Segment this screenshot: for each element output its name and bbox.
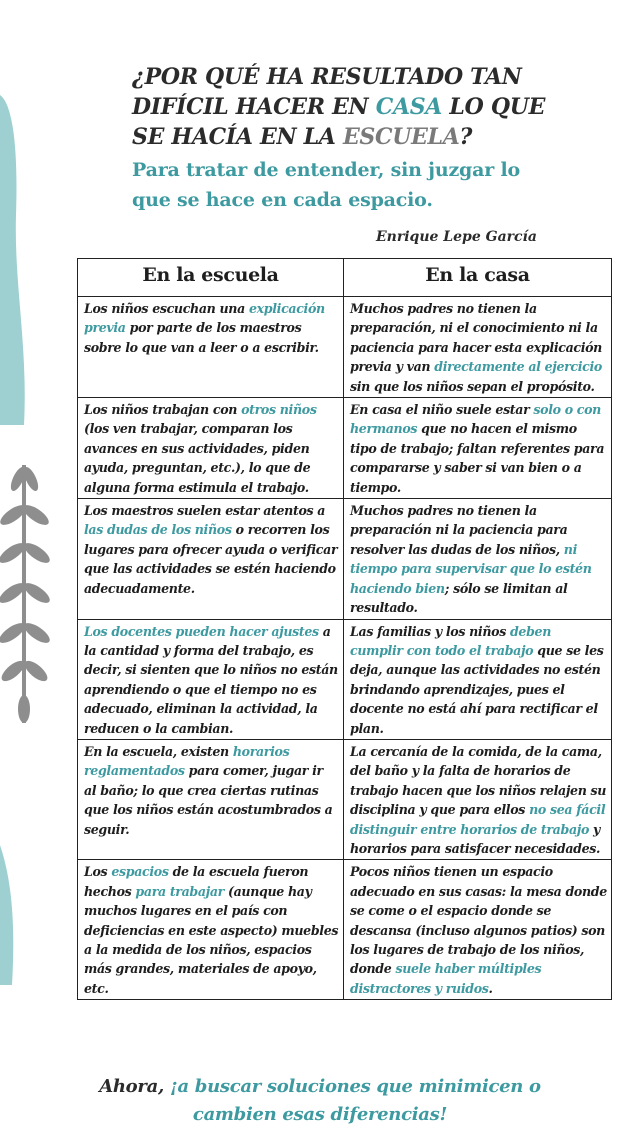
table-row — [78, 860, 612, 1000]
closing-line-1: ¡a buscar soluciones que minimicen o — [169, 1076, 541, 1097]
comparison-table — [77, 258, 612, 1000]
table-row — [78, 297, 612, 398]
closing-ahora: Ahora, — [99, 1076, 170, 1097]
cell-home: La cercanía de la comida, de la cama, del baño y la falta de horarios de trabajo hacen que los niños relajen su disciplina y que para ellos no sea fácil distinguir entre horarios de trabajo y horarios para satisfacer necesidades. — [344, 739, 612, 859]
subtitle-line-1: Para tratar de entender, sin juzgar lo — [132, 159, 520, 181]
cell-school: Los maestros suelen estar atentos a las dudas de los niños o recorren los lugares para ofrecer ayuda o verificar que las actividades se estén haciendo adecuadamente. — [78, 499, 344, 619]
cell-home: Muchos padres no tienen la preparación ni la paciencia para resolver las dudas de los niños, ni tiempo para supervisar que lo estén haciendo bien; sólo se limitan al resultado. — [344, 499, 612, 619]
cell-school: Los niños escuchan una explicación previa por parte de los maestros sobre lo que van a leer o a escribir. — [78, 297, 344, 398]
header-en-la-casa: En la casa — [344, 259, 612, 297]
cell-home: Las familias y los niños deben cumplir con todo el trabajo que se les deja, aunque las actividades no estén brindando aprendizajes, pues el docente no está ahí para rectificar el plan. — [344, 619, 612, 739]
title-line-2: DIFÍCIL HACER EN CASA LO QUE — [132, 94, 546, 120]
cell-school: En la escuela, existen horarios reglamentados para comer, jugar ir al baño; lo que crea ciertas rutinas que los niños están acostumbrados a seguir. — [78, 739, 344, 859]
page-title — [132, 62, 602, 152]
title-line-3: SE HACÍA EN LA ESCUELA? — [132, 124, 473, 150]
table-row — [78, 739, 612, 859]
cell-home: En casa el niño suele estar solo o con hermanos que no hacen el mismo tipo de trabajo; faltan referentes para compararse y saber si van bien o a tiempo. — [344, 398, 612, 499]
cell-school: Los espacios de la escuela fueron hechos para trabajar (aunque hay muchos lugares en el país con deficiencias en este aspecto) muebles a la medida de los niños, espacios más grandes, materiales de apoyo, etc. — [78, 860, 344, 1000]
cell-home: Pocos niños tienen un espacio adecuado en sus casas: la mesa donde se come o el espacio donde se descansa (incluso algunos patios) son los lugares de trabajo de los niños, donde suele haber múltiples distractores y ruidos. — [344, 860, 612, 1000]
table-header-row — [78, 259, 612, 297]
table-row — [78, 619, 612, 739]
cell-home: Muchos padres no tienen la preparación, ni el conocimiento ni la paciencia para hacer esta explicación previa y van directamente al ejercicio sin que los niños sepan el propósito. — [344, 297, 612, 398]
teal-wave-decoration-bottom — [0, 845, 30, 985]
subtitle — [132, 155, 602, 215]
cell-school: Los niños trabajan con otros niños (los ven trabajar, comparan los avances en sus actividades, piden ayuda, preguntan, etc.), lo que de alguna forma estimula el trabajo. — [78, 398, 344, 499]
closing-line-2: cambien esas diferencias! — [192, 1104, 448, 1125]
table-row — [78, 398, 612, 499]
header-en-la-escuela: En la escuela — [78, 259, 344, 297]
title-highlight-escuela: ESCUELA — [342, 124, 460, 150]
leaf-branch-icon — [0, 465, 52, 727]
author: Enrique Lepe García — [376, 229, 537, 245]
cell-school: Los docentes pueden hacer ajustes a la cantidad y forma del trabajo, es decir, si sienten que lo niños no están aprendiendo o que el tiempo no es adecuado, eliminan la actividad, la reducen o la cambian. — [78, 619, 344, 739]
closing-message — [60, 1073, 580, 1129]
table-row — [78, 499, 612, 619]
subtitle-line-2: que se hace en cada espacio. — [132, 189, 433, 211]
title-line-1: ¿POR QUÉ HA RESULTADO TAN — [132, 64, 522, 90]
title-highlight-casa: CASA — [375, 94, 443, 120]
teal-wave-decoration-top — [0, 95, 40, 425]
